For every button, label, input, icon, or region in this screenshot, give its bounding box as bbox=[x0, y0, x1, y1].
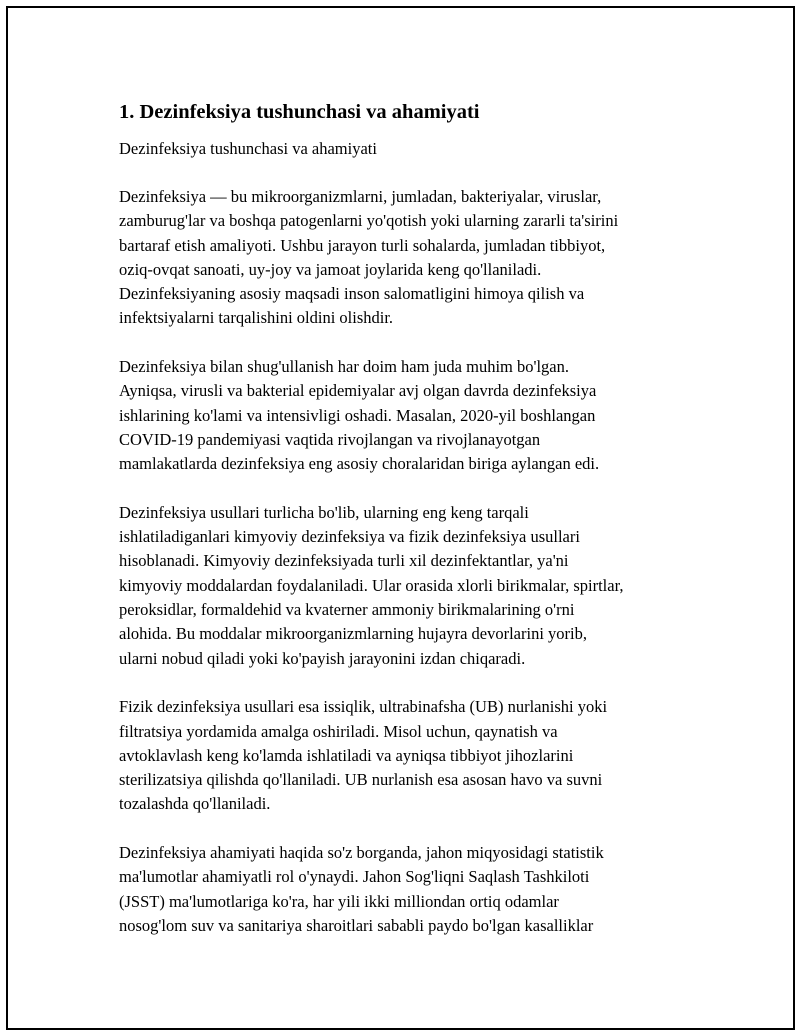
paragraph-importance: Dezinfeksiya bilan shug'ullanish har doim ham juda muhim bo'lgan. Ayniqsa, virusli va bakterial epidemiyalar avj olgan davrda dezinfeksiya ishlarining ko'lami va intensivligi oshadi. Masalan, 2020-yil boshlangan COVID-19 pandemiyasi vaqtida rivojlangan va rivojlanayotgan mamlakatlarda dezinfeksiya eng asosiy choralaridan biriga aylangan edi. bbox=[119, 357, 600, 474]
paragraph-methods: Dezinfeksiya usullari turlicha bo'lib, ularning eng keng tarqali ishlatiladiganlari kimyoviy dezinfeksiya va fizik dezinfeksiya usullari hisoblanadi. Kimyoviy dezinfeksiyada turli xil dezinfektantlar, ya'ni kimyoviy moddalardan foydalaniladi. Ular orasida xlorli birikmalar, spirtlar, peroksidlar, formaldehid va kvaterner ammoniy birikmalarining o'rni alohida. Bu moddalar mikroorganizmlarning hujayra devorlarini yorib, ularni nobud qiladi yoki ko'payish jarayonini izdan chiqaradi. bbox=[119, 502, 624, 668]
document-body bbox=[119, 98, 699, 938]
page-frame bbox=[6, 6, 795, 1030]
paragraph-physical-methods: Fizik dezinfeksiya usullari esa issiqlik, ultrabinafsha (UB) nurlanishi yoki filtratsiya yordamida amalga oshiriladi. Misol uchun, qaynatish va avtoklavlash keng ko'lamda ishlatiladi va ayniqsa tibbiyot jihozlarini sterilizatsiya qilishda qo'llaniladi. UB nurlanish esa asosan havo va suvni tozalashda qo'llaniladi. bbox=[119, 697, 608, 814]
section-heading: 1. Dezinfeksiya tushunchasi va ahamiyati bbox=[119, 101, 480, 123]
paragraph-definition: Dezinfeksiya — bu mikroorganizmlarni, jumladan, bakteriyalar, viruslar, zamburug'lar va boshqa patogenlarni yo'qotish yoki ularning zararli ta'sirini bartaraf etish amaliyoti. Ushbu jarayon turli sohalarda, jumladan tibbiyot, oziq-ovqat sanoati, uy-joy va jamoat joylarida keng qo'llaniladi. Dezinfeksiyaning asosiy maqsadi inson salomatligini himoya qilish va infektsiyalarni tarqalishini oldini olishdir. bbox=[119, 186, 619, 328]
paragraph-statistics: Dezinfeksiya ahamiyati haqida so'z borganda, jahon miqyosidagi statistik ma'lumotlar ahamiyatli rol o'ynaydi. Jahon Sog'liqni Saqlash Tashkiloti (JSST) ma'lumotlariga ko'ra, har yili ikki milliondan ortiq odamlar nosog'lom suv va sanitariya sharoitlari sababli paydo bo'lgan kasalliklar bbox=[119, 843, 604, 935]
section-subheading: Dezinfeksiya tushunchasi va ahamiyati bbox=[119, 138, 377, 158]
